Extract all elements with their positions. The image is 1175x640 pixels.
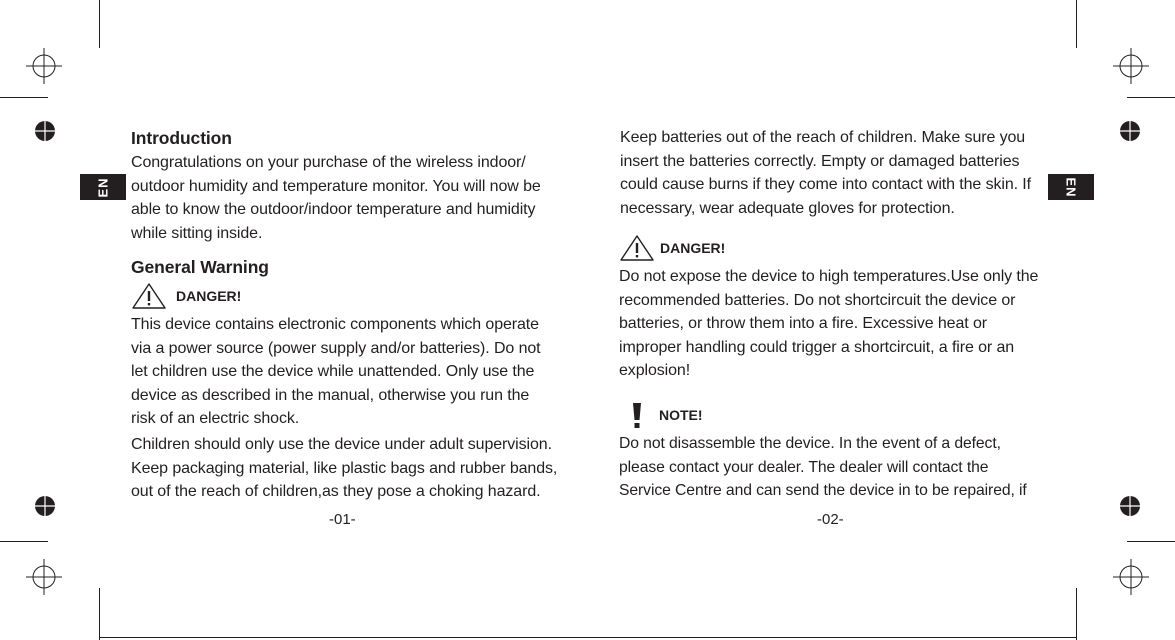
note-paragraph <box>619 432 1027 503</box>
registration-mark-icon <box>26 48 62 84</box>
crop-mark <box>99 588 100 640</box>
text-line: insert the batteries correctly. Empty or damaged batteries <box>620 152 1020 170</box>
text-line: Keep batteries out of the reach of children. Make sure you <box>620 129 1026 146</box>
text-line: Congratulations on your purchase of the wireless indoor/ <box>131 154 526 171</box>
battery-paragraph <box>620 126 1031 220</box>
note-label: NOTE! <box>659 407 703 423</box>
page-number: -01- <box>329 511 356 528</box>
text-line: This device contains electronic components which operate <box>131 316 539 333</box>
text-line: batteries, or throw them into a fire. Excessive heat or <box>619 315 988 332</box>
text-line: please contact your dealer. The dealer will contact the <box>619 458 989 476</box>
general-warning-heading: General Warning <box>131 257 269 277</box>
registration-mark-icon <box>1113 559 1149 595</box>
introduction-heading: Introduction <box>131 128 232 148</box>
target-dot-icon <box>1118 119 1142 143</box>
crop-mark <box>0 541 48 542</box>
language-tab-label: EN <box>95 176 111 198</box>
target-dot-icon <box>33 119 57 143</box>
danger-label: DANGER! <box>660 240 726 256</box>
language-tab-left <box>80 174 126 200</box>
text-line: recommended batteries. Do not shortcircuit the device or <box>619 291 1016 309</box>
target-dot-icon <box>1118 494 1142 518</box>
text-line: Children should only use the device under adult supervision. <box>131 436 552 453</box>
text-line: improper handling could trigger a shortcircuit, a fire or an <box>619 338 1015 356</box>
page-trim-line <box>99 637 1077 638</box>
text-line: Do not disassemble the device. In the event of a defect, <box>619 435 1001 452</box>
text-line: via a power source (power supply and/or batteries). Do not <box>131 339 541 357</box>
warning-triangle-icon <box>619 234 655 262</box>
introduction-paragraph <box>131 151 541 245</box>
text-line: explosion! <box>619 362 691 379</box>
language-tab-label: EN <box>1063 176 1079 198</box>
text-line: let children use the device while unattended. Only use the <box>131 363 535 380</box>
text-line: device as described in the manual, otherwise you run the <box>131 386 530 404</box>
language-tab-right <box>1048 174 1094 200</box>
warning-triangle-icon <box>131 282 167 310</box>
danger-label: DANGER! <box>176 288 242 304</box>
text-line: Service Centre and can send the device in to be repaired, if <box>619 482 1027 499</box>
text-line: could cause burns if they come into contact with the skin. If <box>620 176 1032 193</box>
danger-paragraph <box>619 265 1038 383</box>
text-line: able to know the outdoor/indoor temperature and humidity <box>131 201 536 218</box>
crop-mark <box>1076 588 1077 640</box>
text-line: necessary, wear adequate gloves for protection. <box>620 199 955 217</box>
children-paragraph <box>131 433 557 504</box>
text-line: while sitting inside. <box>131 224 263 242</box>
crop-mark <box>99 0 100 48</box>
crop-mark <box>1076 0 1077 48</box>
registration-mark-icon <box>1113 48 1149 84</box>
text-line: Keep packaging material, like plastic bags and rubber bands, <box>131 459 558 477</box>
exclamation-icon <box>630 402 644 430</box>
target-dot-icon <box>33 494 57 518</box>
danger-paragraph <box>131 313 541 431</box>
registration-mark-icon <box>26 559 62 595</box>
text-line: Do not expose the device to high temperatures.Use only the <box>619 268 1039 285</box>
crop-mark <box>0 97 48 98</box>
crop-mark <box>1127 541 1175 542</box>
text-line: risk of an electric shock. <box>131 410 300 427</box>
text-line: out of the reach of children,as they pose a choking hazard. <box>131 483 541 500</box>
page-number: -02- <box>817 511 844 528</box>
crop-mark <box>1127 97 1175 98</box>
text-line: outdoor humidity and temperature monitor. You will now be <box>131 177 541 195</box>
